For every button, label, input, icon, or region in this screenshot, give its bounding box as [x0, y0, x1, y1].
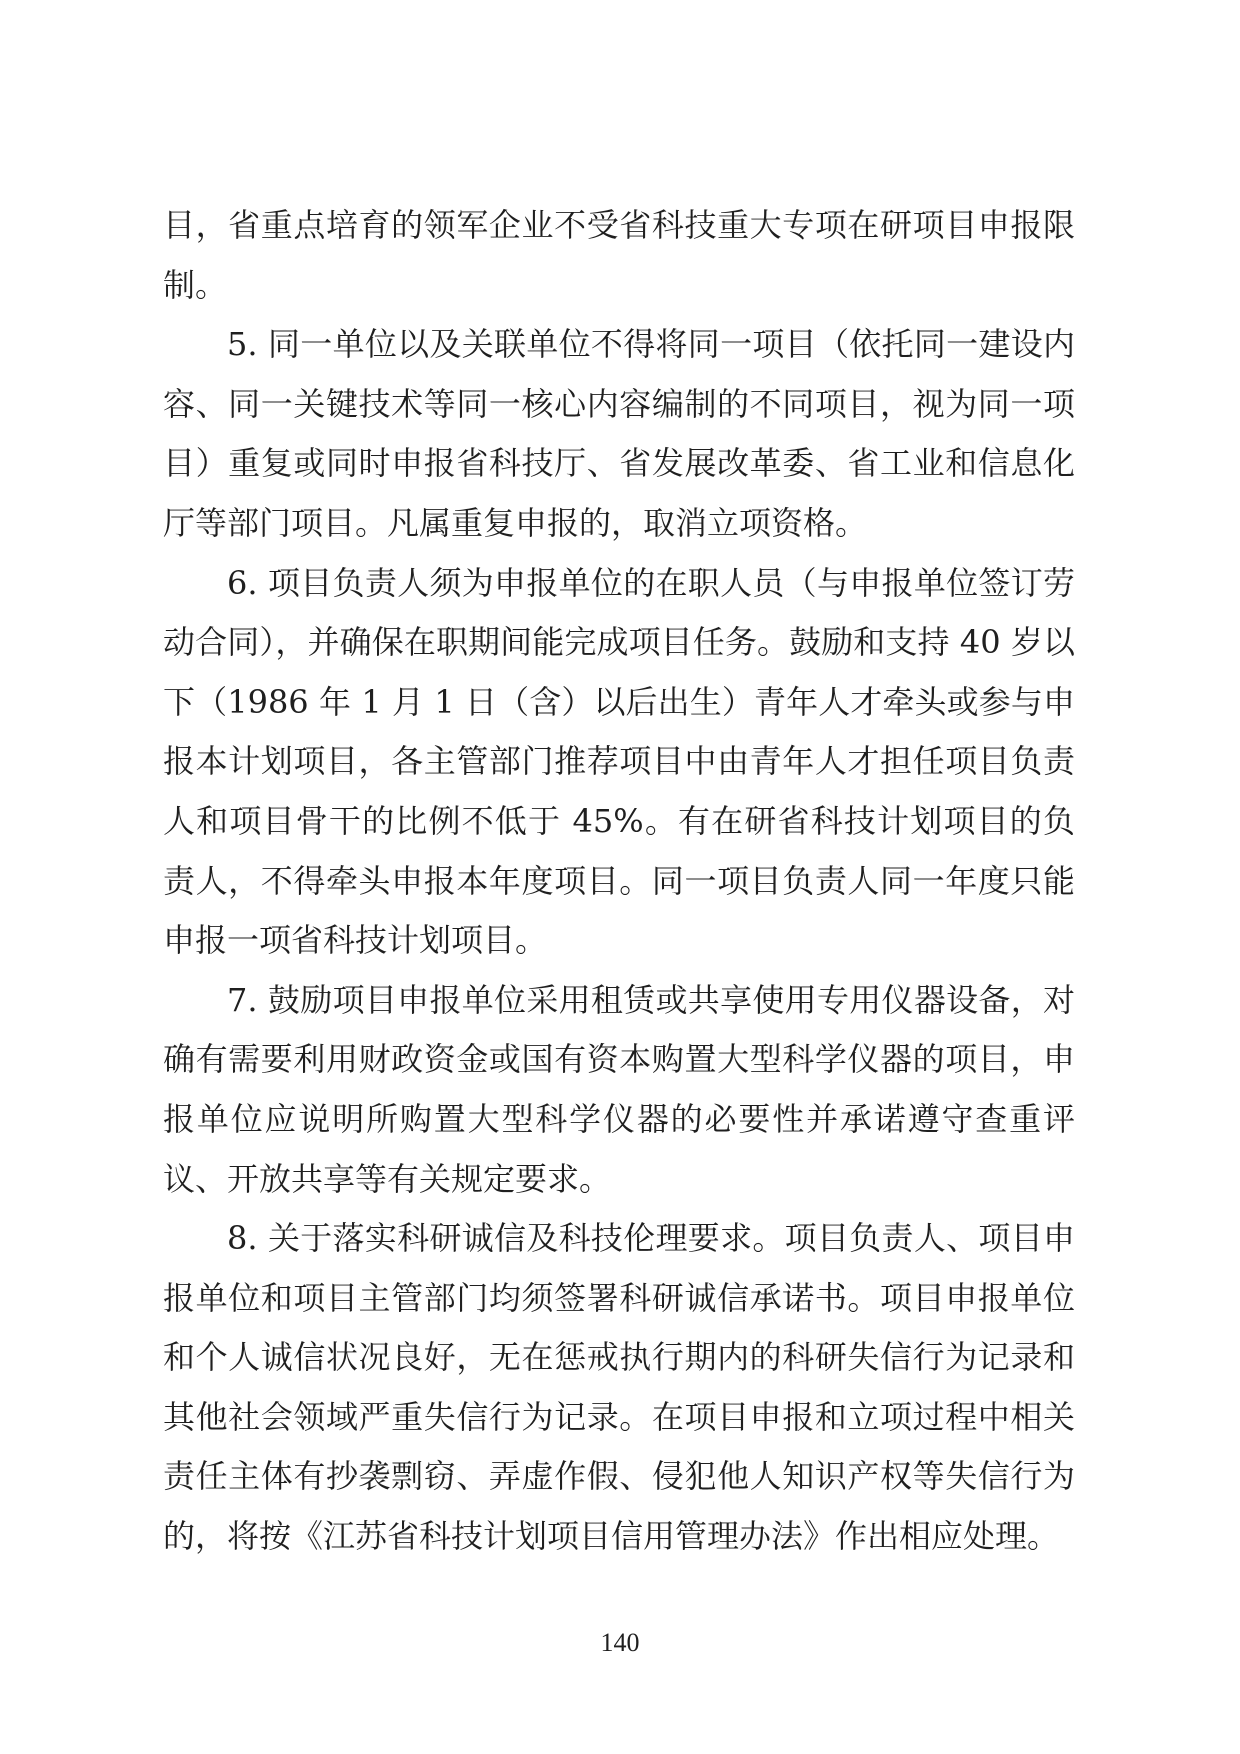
paragraph-item-7: 7. 鼓励项目申报单位采用租赁或共享使用专用仪器设备，对确有需要利用财政资金或国有资本购置大型科学仪器的项目，申报单位应说明所购置大型科学仪器的必要性并承诺遵守查重评议、开放共享等有关规定要求。 — [163, 980, 1075, 1198]
paragraph-item-5: 5. 同一单位以及关联单位不得将同一项目（依托同一建设内容、同一关键技术等同一核心内容编制的不同项目，视为同一项目）重复或同时申报省科技厅、省发展改革委、省工业和信息化厅等部门项目。凡属重复申报的，取消立项资格。 — [163, 325, 1075, 542]
page-number: 140 — [600, 1628, 640, 1657]
paragraph-item-6: 6. 项目负责人须为申报单位的在职人员（与申报单位签订劳动合同），并确保在职期间能完成项目任务。鼓励和支持 40 岁以下（1986 年 1 月 1 日（含）以后出生）青年人才牵头或参与申报本计划项目，各主管部门推荐项目中由青年人才担任项目负责人和项目骨干的比例不低于 45%。有在研省科技计划项目的负责人，不得牵头申报本年度项目。同一项目负责人同一年度只能申报一项省科技计划项目。 — [163, 563, 1075, 960]
document-body — [163, 196, 1075, 1567]
paragraph-continuation: 目，省重点培育的领军企业不受省科技重大专项在研项目申报限制。 — [163, 206, 1075, 304]
paragraph-item-8: 8. 关于落实科研诚信及科技伦理要求。项目负责人、项目申报单位和项目主管部门均须签署科研诚信承诺书。项目申报单位和个人诚信状况良好，无在惩戒执行期内的科研失信行为记录和其他社会领域严重失信行为记录。在项目申报和立项过程中相关责任主体有抄袭剽窃、弄虚作假、侵犯他人知识产权等失信行为的，将按《江苏省科技计划项目信用管理办法》作出相应处理。 — [163, 1219, 1075, 1556]
